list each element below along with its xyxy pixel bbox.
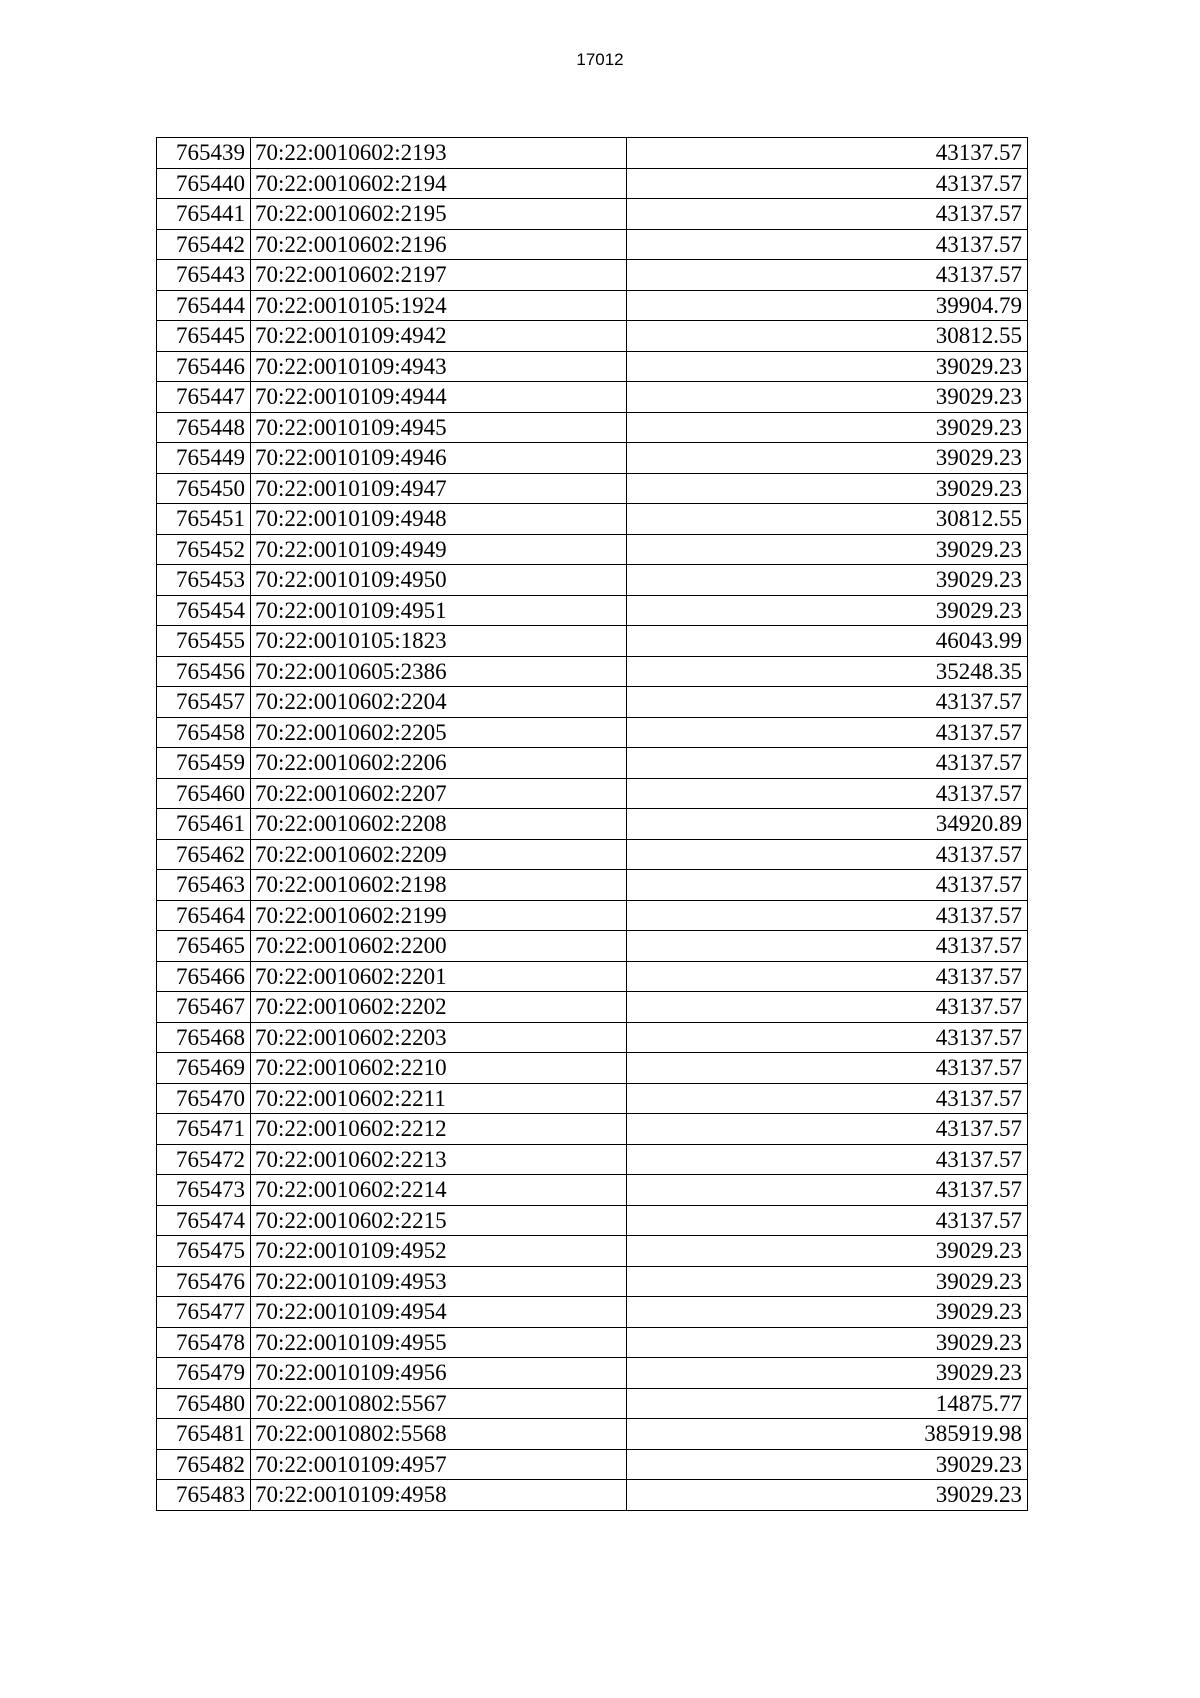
table-row <box>157 992 1028 1023</box>
cadastral-number-cell: 70:22:0010602:2215 <box>251 1205 627 1236</box>
table-row <box>157 870 1028 901</box>
value-cell: 43137.57 <box>627 1114 1028 1145</box>
table-row <box>157 748 1028 779</box>
cadastral-number-cell: 70:22:0010602:2196 <box>251 229 627 260</box>
value-cell: 43137.57 <box>627 870 1028 901</box>
table-row <box>157 1236 1028 1267</box>
page-number: 17012 <box>576 50 624 69</box>
record-number-cell: 765458 <box>157 717 251 748</box>
value-cell: 35248.35 <box>627 656 1028 687</box>
cadastral-number-cell: 70:22:0010109:4945 <box>251 412 627 443</box>
cadastral-number-cell: 70:22:0010109:4949 <box>251 534 627 565</box>
table-row <box>157 961 1028 992</box>
cadastral-number-cell: 70:22:0010109:4947 <box>251 473 627 504</box>
cadastral-number-cell: 70:22:0010602:2212 <box>251 1114 627 1145</box>
record-number-cell: 765474 <box>157 1205 251 1236</box>
value-cell: 30812.55 <box>627 321 1028 352</box>
value-cell: 39029.23 <box>627 412 1028 443</box>
cadastral-number-cell: 70:22:0010109:4952 <box>251 1236 627 1267</box>
cadastral-number-cell: 70:22:0010602:2210 <box>251 1053 627 1084</box>
cadastral-number-cell: 70:22:0010602:2197 <box>251 260 627 291</box>
record-number-cell: 765462 <box>157 839 251 870</box>
cadastral-number-cell: 70:22:0010602:2208 <box>251 809 627 840</box>
table-row <box>157 1419 1028 1450</box>
cadastral-number-cell: 70:22:0010602:2203 <box>251 1022 627 1053</box>
record-number-cell: 765475 <box>157 1236 251 1267</box>
value-cell: 43137.57 <box>627 992 1028 1023</box>
record-number-cell: 765465 <box>157 931 251 962</box>
record-number-cell: 765446 <box>157 351 251 382</box>
value-cell: 39029.23 <box>627 1449 1028 1480</box>
record-number-cell: 765459 <box>157 748 251 779</box>
value-cell: 385919.98 <box>627 1419 1028 1450</box>
cadastral-number-cell: 70:22:0010602:2198 <box>251 870 627 901</box>
table-row <box>157 1144 1028 1175</box>
value-cell: 39029.23 <box>627 351 1028 382</box>
value-cell: 39029.23 <box>627 382 1028 413</box>
cadastral-number-cell: 70:22:0010602:2194 <box>251 168 627 199</box>
record-number-cell: 765440 <box>157 168 251 199</box>
table-row <box>157 778 1028 809</box>
cadastral-number-cell: 70:22:0010109:4946 <box>251 443 627 474</box>
value-cell: 43137.57 <box>627 1083 1028 1114</box>
value-cell: 43137.57 <box>627 931 1028 962</box>
record-number-cell: 765453 <box>157 565 251 596</box>
table-row <box>157 1175 1028 1206</box>
cadastral-number-cell: 70:22:0010602:2199 <box>251 900 627 931</box>
record-number-cell: 765472 <box>157 1144 251 1175</box>
value-cell: 43137.57 <box>627 961 1028 992</box>
table-row <box>157 382 1028 413</box>
cadastral-number-cell: 70:22:0010109:4954 <box>251 1297 627 1328</box>
value-cell: 39029.23 <box>627 534 1028 565</box>
cadastral-number-cell: 70:22:0010602:2213 <box>251 1144 627 1175</box>
table-row <box>157 839 1028 870</box>
record-number-cell: 765461 <box>157 809 251 840</box>
table-row <box>157 1449 1028 1480</box>
table-row <box>157 260 1028 291</box>
record-number-cell: 765445 <box>157 321 251 352</box>
record-number-cell: 765468 <box>157 1022 251 1053</box>
record-number-cell: 765482 <box>157 1449 251 1480</box>
record-number-cell: 765457 <box>157 687 251 718</box>
record-number-cell: 765471 <box>157 1114 251 1145</box>
cadastral-number-cell: 70:22:0010109:4944 <box>251 382 627 413</box>
table-row <box>157 565 1028 596</box>
record-number-cell: 765470 <box>157 1083 251 1114</box>
table-row <box>157 412 1028 443</box>
table-row <box>157 290 1028 321</box>
table-row <box>157 443 1028 474</box>
table-row <box>157 1297 1028 1328</box>
cadastral-number-cell: 70:22:0010602:2193 <box>251 138 627 169</box>
cadastral-number-cell: 70:22:0010602:2214 <box>251 1175 627 1206</box>
cadastral-number-cell: 70:22:0010105:1924 <box>251 290 627 321</box>
value-cell: 43137.57 <box>627 778 1028 809</box>
table-row <box>157 900 1028 931</box>
value-cell: 43137.57 <box>627 1175 1028 1206</box>
value-cell: 43137.57 <box>627 1053 1028 1084</box>
cadastral-number-cell: 70:22:0010602:2201 <box>251 961 627 992</box>
record-number-cell: 765463 <box>157 870 251 901</box>
value-cell: 43137.57 <box>627 748 1028 779</box>
value-cell: 43137.57 <box>627 260 1028 291</box>
value-cell: 43137.57 <box>627 199 1028 230</box>
table-row <box>157 534 1028 565</box>
record-number-cell: 765439 <box>157 138 251 169</box>
cadastral-number-cell: 70:22:0010602:2202 <box>251 992 627 1023</box>
table-row <box>157 1114 1028 1145</box>
cadastral-number-cell: 70:22:0010109:4951 <box>251 595 627 626</box>
table-row <box>157 1327 1028 1358</box>
record-number-cell: 765450 <box>157 473 251 504</box>
record-number-cell: 765483 <box>157 1480 251 1511</box>
value-cell: 46043.99 <box>627 626 1028 657</box>
cadastral-number-cell: 70:22:0010605:2386 <box>251 656 627 687</box>
record-number-cell: 765478 <box>157 1327 251 1358</box>
record-number-cell: 765443 <box>157 260 251 291</box>
table-row <box>157 1053 1028 1084</box>
cadastral-number-cell: 70:22:0010109:4948 <box>251 504 627 535</box>
value-cell: 39029.23 <box>627 1297 1028 1328</box>
table-row <box>157 1205 1028 1236</box>
record-number-cell: 765442 <box>157 229 251 260</box>
record-number-cell: 765473 <box>157 1175 251 1206</box>
value-cell: 43137.57 <box>627 1205 1028 1236</box>
value-cell: 43137.57 <box>627 687 1028 718</box>
table-row <box>157 138 1028 169</box>
value-cell: 39029.23 <box>627 1358 1028 1389</box>
record-number-cell: 765479 <box>157 1358 251 1389</box>
record-number-cell: 765456 <box>157 656 251 687</box>
table-row <box>157 626 1028 657</box>
cadastral-number-cell: 70:22:0010602:2195 <box>251 199 627 230</box>
value-cell: 43137.57 <box>627 229 1028 260</box>
value-cell: 43137.57 <box>627 1144 1028 1175</box>
cadastral-number-cell: 70:22:0010602:2209 <box>251 839 627 870</box>
value-cell: 39029.23 <box>627 1327 1028 1358</box>
value-cell: 43137.57 <box>627 839 1028 870</box>
value-cell: 39029.23 <box>627 473 1028 504</box>
record-number-cell: 765451 <box>157 504 251 535</box>
table-row <box>157 931 1028 962</box>
value-cell: 14875.77 <box>627 1388 1028 1419</box>
record-number-cell: 765481 <box>157 1419 251 1450</box>
cadastral-number-cell: 70:22:0010602:2211 <box>251 1083 627 1114</box>
value-cell: 43137.57 <box>627 900 1028 931</box>
table-row <box>157 351 1028 382</box>
table-row <box>157 1388 1028 1419</box>
table-row <box>157 1480 1028 1511</box>
cadastral-number-cell: 70:22:0010602:2200 <box>251 931 627 962</box>
cadastral-number-cell: 70:22:0010802:5568 <box>251 1419 627 1450</box>
value-cell: 39904.79 <box>627 290 1028 321</box>
value-cell: 39029.23 <box>627 595 1028 626</box>
record-number-cell: 765469 <box>157 1053 251 1084</box>
record-number-cell: 765455 <box>157 626 251 657</box>
value-cell: 43137.57 <box>627 168 1028 199</box>
record-number-cell: 765480 <box>157 1388 251 1419</box>
value-cell: 43137.57 <box>627 138 1028 169</box>
record-number-cell: 765467 <box>157 992 251 1023</box>
record-number-cell: 765449 <box>157 443 251 474</box>
value-cell: 39029.23 <box>627 565 1028 596</box>
table-row <box>157 1022 1028 1053</box>
value-cell: 39029.23 <box>627 1266 1028 1297</box>
table-row <box>157 229 1028 260</box>
record-number-cell: 765460 <box>157 778 251 809</box>
value-cell: 39029.23 <box>627 443 1028 474</box>
table-row <box>157 595 1028 626</box>
cadastral-number-cell: 70:22:0010802:5567 <box>251 1388 627 1419</box>
cadastral-number-cell: 70:22:0010109:4958 <box>251 1480 627 1511</box>
record-number-cell: 765466 <box>157 961 251 992</box>
record-number-cell: 765447 <box>157 382 251 413</box>
record-number-cell: 765454 <box>157 595 251 626</box>
cadastral-number-cell: 70:22:0010109:4956 <box>251 1358 627 1389</box>
record-number-cell: 765441 <box>157 199 251 230</box>
table-row <box>157 1266 1028 1297</box>
table-row <box>157 1083 1028 1114</box>
table-row <box>157 473 1028 504</box>
record-number-cell: 765476 <box>157 1266 251 1297</box>
cadastral-number-cell: 70:22:0010602:2207 <box>251 778 627 809</box>
cadastral-number-cell: 70:22:0010602:2204 <box>251 687 627 718</box>
record-number-cell: 765452 <box>157 534 251 565</box>
table-row <box>157 687 1028 718</box>
value-cell: 39029.23 <box>627 1480 1028 1511</box>
cadastral-number-cell: 70:22:0010109:4953 <box>251 1266 627 1297</box>
table-body <box>157 138 1028 1511</box>
value-cell: 43137.57 <box>627 717 1028 748</box>
cadastral-number-cell: 70:22:0010109:4943 <box>251 351 627 382</box>
cadastral-number-cell: 70:22:0010105:1823 <box>251 626 627 657</box>
record-number-cell: 765444 <box>157 290 251 321</box>
record-number-cell: 765448 <box>157 412 251 443</box>
table-row <box>157 1358 1028 1389</box>
cadastral-number-cell: 70:22:0010109:4942 <box>251 321 627 352</box>
value-cell: 34920.89 <box>627 809 1028 840</box>
cadastral-number-cell: 70:22:0010109:4955 <box>251 1327 627 1358</box>
cadastral-number-cell: 70:22:0010109:4957 <box>251 1449 627 1480</box>
value-cell: 30812.55 <box>627 504 1028 535</box>
table-row <box>157 321 1028 352</box>
cadastral-number-cell: 70:22:0010602:2206 <box>251 748 627 779</box>
table-row <box>157 717 1028 748</box>
record-number-cell: 765464 <box>157 900 251 931</box>
table-row <box>157 504 1028 535</box>
table-row <box>157 656 1028 687</box>
record-number-cell: 765477 <box>157 1297 251 1328</box>
table-row <box>157 168 1028 199</box>
table-row <box>157 199 1028 230</box>
data-table <box>156 137 1028 1511</box>
cadastral-number-cell: 70:22:0010602:2205 <box>251 717 627 748</box>
table-row <box>157 809 1028 840</box>
value-cell: 43137.57 <box>627 1022 1028 1053</box>
cadastral-number-cell: 70:22:0010109:4950 <box>251 565 627 596</box>
value-cell: 39029.23 <box>627 1236 1028 1267</box>
